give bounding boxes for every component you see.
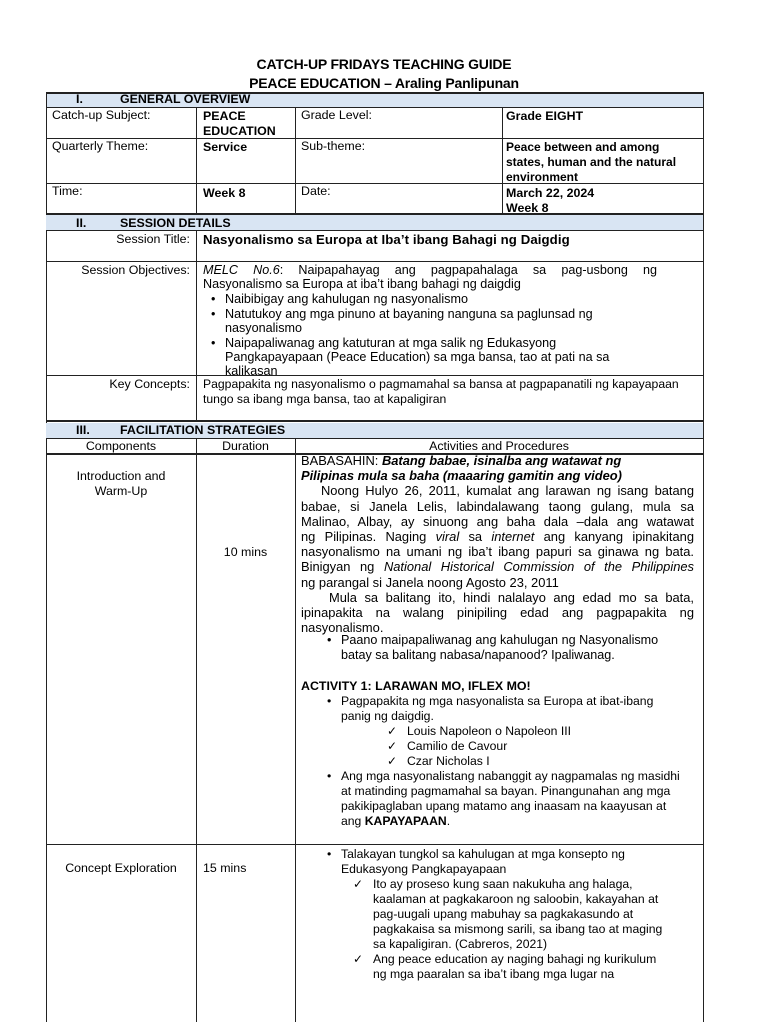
- grade-label: Grade Level:: [301, 108, 372, 122]
- session-objectives-label: Session Objectives:: [81, 263, 190, 277]
- list-item: ✓ Ito ay proseso kung saan nakukuha ang halaga, kaalaman at pagkakaroon ng saloobin, kakayahan at pag-uugali upang mabuhay sa pagkakasundo at pagkakaisa sa mismong sarili, sa ibang tao at maging sa kapaligiran. (Cabreros, 2021): [349, 877, 701, 952]
- list-item: • Ang mga nasyonalistang nabanggit ay nagpamalas ng masidhi at matinding pagmamahal sa bayan. Pinangunahan ang mga pakikipaglaban upang matamo ang inaasam na kaayusan at ang KAPAYAPAAN.: [319, 769, 701, 829]
- session-title-value: Nasyonalismo sa Europa at Iba’t ibang Bahagi ng Daigdig: [203, 232, 570, 247]
- section-number: III.: [76, 423, 90, 437]
- date-label: Date:: [301, 184, 331, 198]
- list-item: ✓ Louis Napoleon o Napoleon III: [383, 724, 701, 739]
- grade-value: Grade EIGHT: [506, 109, 584, 123]
- objective-item: • Natutukoy ang mga pinuno at bayaning nanguna sa paglunsad ng nasyonalismo: [203, 307, 657, 335]
- duration-intro: 10 mins: [223, 545, 268, 559]
- theme-value: Service: [203, 140, 248, 154]
- guide-title: CATCH-UP FRIDAYS TEACHING GUIDE: [256, 56, 512, 72]
- section-number: I.: [76, 92, 83, 106]
- activities-intro: BABASAHIN: Batang babae, isinalba ang watawat ng Pilipinas mula sa baha (maaaring gamitin ang video) Noong Hulyo 26, 2011, kumalat ang larawan ng isang batang babae, si Janela Lelis, labindalawang taong gulang, mula sa Malinao, Albay, ay sinuong ang baha dala –dala ang watawat ng Pilipinas. Naging viral sa internet ang kanyang ipinakitang nasyonalismo na umani ng iba’t ibang papuri sa ginawa ng bata. Binigyan ng National Historical Commission of the Philippines ng parangal si Janela noong Agosto 23, 2011 Mula sa balitang ito, hindi nalalayo ang edad mo sa bata, ipinapakita na walang pinipiling edad ang pagpapakita ng nasyonalismo.: [301, 453, 695, 636]
- subject-value: PEACE EDUCATION: [203, 109, 276, 138]
- list-item: • Talakayan tungkol sa kahulugan at mga konsepto ng Edukasyong Pangkapayapaan ✓ Ito ay proseso kung saan nakukuha ang halaga, kaalaman at pagkakaroon ng saloobin, kakayahan at pag-uugali upang mabuhay sa pagkakasundo at pagkakaisa sa mismong sarili, sa ibang tao at maging sa kapaligiran. (Cabreros, 2021) ✓ Ang peace education ay naging bahagi ng kurikulum ng mga paaralan sa iba’t ibang mga lugar na: [319, 847, 701, 982]
- section-heading-facilitation: FACILITATION STRATEGIES: [120, 423, 286, 437]
- subtheme-value: Peace between and among states, human and the natural environment: [506, 140, 677, 184]
- component-intro: Introduction and Warm-Up: [76, 469, 166, 498]
- subtheme-label: Sub-theme:: [301, 139, 366, 153]
- activities-concept: [301, 847, 701, 982]
- duration-concept: 15 mins: [203, 861, 247, 875]
- list-item: • Pagpapakita ng mga nasyonalista sa Europa at ibat-ibang panig ng daigdig. ✓ Louis Napoleon o Napoleon III ✓ Camilio de Cavour ✓ Czar Nicholas I: [319, 694, 701, 769]
- list-item: ✓ Ang peace education ay naging bahagi ng kurikulum ng mga paaralan sa iba’t ibang mga lugar na: [349, 952, 701, 982]
- section-heading-general: GENERAL OVERVIEW: [120, 92, 251, 106]
- activity-title: ACTIVITY 1: LARAWAN MO, IFLEX MO!: [301, 679, 531, 693]
- list-item: ✓ Czar Nicholas I: [383, 754, 701, 769]
- component-concept: Concept Exploration: [65, 861, 177, 875]
- session-title-label: Session Title:: [116, 232, 190, 246]
- section-number: II.: [76, 216, 87, 230]
- intro-question: • Paano maipapaliwanag ang kahulugan ng Nasyonalismo batay sa balitang nabasa/napanood? Ipaliwanag.: [301, 633, 701, 663]
- activity-list: [301, 694, 701, 829]
- date-value: March 22, 2024 Week 8: [506, 186, 595, 215]
- guide-subtitle: PEACE EDUCATION – Araling Panlipunan: [249, 75, 519, 91]
- time-label: Time:: [52, 184, 83, 198]
- col-header-activities: Activities and Procedures: [429, 439, 569, 453]
- list-item: ✓ Camilio de Cavour: [383, 739, 701, 754]
- time-value: Week 8: [203, 186, 246, 200]
- key-concepts-label: Key Concepts:: [109, 377, 190, 391]
- objective-item: • Naipapaliwanag ang katuturan at mga salik ng Edukasyong Pangkapayapaan (Peace Education) sa mga bansa, tao at pati na sa kalikasan: [203, 336, 657, 378]
- theme-label: Quarterly Theme:: [52, 139, 149, 153]
- subject-label: Catch-up Subject:: [52, 108, 151, 122]
- objective-item: • Naibibigay ang kahulugan ng nasyonalismo: [203, 292, 657, 306]
- key-concepts-value: Pagpapakita ng nasyonalismo o pagmamahal sa bansa at pagpapanatili ng kapayapaan tungo sa ibang mga bansa, tao at kapaligiran: [203, 377, 679, 406]
- col-header-duration: Duration: [222, 439, 269, 453]
- section-heading-session: SESSION DETAILS: [120, 216, 231, 230]
- col-header-components: Components: [85, 439, 157, 453]
- session-objectives: MELC No.6: Naipapahayag ang pagpapahalaga sa pag-usbong ng Nasyonalismo sa Europa at iba’t ibang bahagi ng daigdig • Naibibigay ang kahulugan ng nasyonalismo • Natutukoy ang mga pinuno at bayaning nanguna sa paglunsad ng nasyonalismo • Naipapaliwanag ang katuturan at mga salik ng Edukasyong Pangkapayapaan (Peace Education) sa mga bansa, tao at pati na sa kalikasan: [203, 263, 657, 378]
